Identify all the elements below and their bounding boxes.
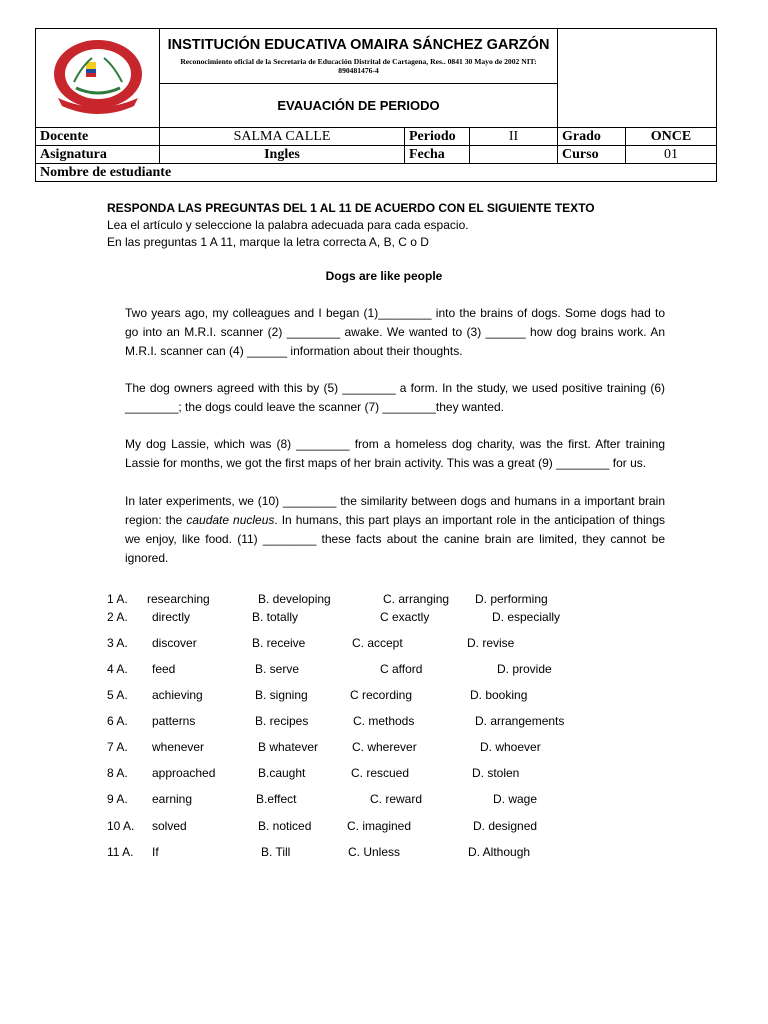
option-b[interactable]: B whatever bbox=[258, 740, 319, 754]
option-a[interactable]: solved bbox=[152, 819, 187, 833]
option-a[interactable]: achieving bbox=[152, 688, 203, 702]
paragraph-4-part-1: In later experiments, we (10) ________ the similarity between dogs and humans in a important brain region: the bbox=[125, 494, 665, 527]
question-number: 10 A. bbox=[107, 819, 135, 833]
option-b[interactable]: B. signing bbox=[255, 688, 308, 702]
question-number: 1 A. bbox=[107, 592, 128, 606]
institution-cell bbox=[160, 29, 558, 84]
option-d[interactable]: D. stolen bbox=[472, 766, 520, 780]
option-c[interactable]: C afford bbox=[380, 662, 423, 676]
option-a[interactable]: If bbox=[152, 845, 159, 859]
option-c[interactable]: C. reward bbox=[370, 792, 423, 806]
instructions bbox=[107, 200, 595, 251]
option-a[interactable]: directly bbox=[152, 610, 191, 624]
option-d[interactable]: D. arrangements bbox=[475, 714, 565, 728]
option-c[interactable]: C. rescued bbox=[351, 766, 410, 780]
option-d[interactable]: D. especially bbox=[492, 610, 561, 624]
option-d[interactable]: D. Although bbox=[468, 845, 531, 859]
option-c[interactable]: C. accept bbox=[352, 636, 403, 650]
option-b[interactable]: B.caught bbox=[258, 766, 306, 780]
option-c[interactable]: C. imagined bbox=[347, 819, 412, 833]
instruction-line-2: Lea el artículo y seleccione la palabra adecuada para cada espacio. bbox=[107, 218, 469, 232]
question-row-8 bbox=[0, 766, 768, 783]
paragraph-4-part-2: . In humans, this part plays an important role in the anticipation of things we enjoy, like food. (11) ________ these facts about the canine brain are limited, they cannot be ignored. bbox=[125, 513, 665, 565]
docente-label: Docente bbox=[36, 128, 160, 146]
question-row-2 bbox=[0, 610, 768, 627]
option-d[interactable]: D. revise bbox=[467, 636, 515, 650]
question-row-5 bbox=[0, 688, 768, 705]
option-c[interactable]: C. arranging bbox=[383, 592, 450, 606]
curso-label: Curso bbox=[558, 146, 626, 164]
fecha-value[interactable] bbox=[470, 146, 558, 164]
question-number: 11 A. bbox=[107, 845, 134, 859]
fecha-label: Fecha bbox=[405, 146, 470, 164]
blank-corner-cell bbox=[558, 29, 717, 128]
grado-value: ONCE bbox=[626, 128, 717, 146]
institution-name: INSTITUCIÓN EDUCATIVA OMAIRA SÁNCHEZ GARZÓN bbox=[167, 37, 550, 53]
grado-label: Grado bbox=[558, 128, 626, 146]
option-c[interactable]: C exactly bbox=[380, 610, 430, 624]
option-d[interactable]: D. wage bbox=[493, 792, 538, 806]
instruction-line-3: En las preguntas 1 A 11, marque la letra correcta A, B, C o D bbox=[107, 235, 429, 249]
question-number: 3 A. bbox=[107, 636, 128, 650]
option-a[interactable]: approached bbox=[152, 766, 216, 780]
question-row-4 bbox=[0, 662, 768, 679]
question-number: 5 A. bbox=[107, 688, 128, 702]
curso-value: 01 bbox=[626, 146, 717, 164]
logo-cell bbox=[36, 29, 160, 128]
question-row-6 bbox=[0, 714, 768, 731]
paragraph-2: The dog owners agreed with this by (5) ________ a form. In the study, we used positive training (6) ________; the dogs could leave the scanner (7) ________they wanted. bbox=[125, 381, 665, 414]
periodo-value: II bbox=[470, 128, 558, 146]
option-a[interactable]: patterns bbox=[152, 714, 196, 728]
docente-value: SALMA CALLE bbox=[160, 128, 405, 146]
article-title: Dogs are like people bbox=[325, 269, 443, 283]
option-b[interactable]: B. developing bbox=[258, 592, 331, 606]
option-d[interactable]: D. whoever bbox=[480, 740, 541, 754]
question-number: 9 A. bbox=[107, 792, 128, 806]
option-b[interactable]: B. receive bbox=[252, 636, 306, 650]
question-row-10 bbox=[0, 819, 768, 836]
question-row-7 bbox=[0, 740, 768, 757]
question-row-1 bbox=[0, 592, 768, 609]
option-d[interactable]: D. performing bbox=[475, 592, 548, 606]
option-b[interactable]: B. totally bbox=[252, 610, 299, 624]
question-number: 2 A. bbox=[107, 610, 128, 624]
option-d[interactable]: D. designed bbox=[473, 819, 538, 833]
option-a[interactable]: earning bbox=[152, 792, 193, 806]
header-table bbox=[35, 28, 717, 182]
paragraph-1: Two years ago, my colleagues and I began (1)________ into the brains of dogs. Some dogs had to go into an M.R.I. scanner (2) ________ awake. We wanted to (3) ______ how dog brains work. An M.R.I. scanner can (4) ______ information about their thoughts. bbox=[125, 306, 665, 358]
question-number: 8 A. bbox=[107, 766, 128, 780]
question-row-3 bbox=[0, 636, 768, 653]
option-b[interactable]: B. recipes bbox=[255, 714, 309, 728]
option-b[interactable]: B. serve bbox=[255, 662, 300, 676]
option-a[interactable]: whenever bbox=[152, 740, 205, 754]
question-row-11 bbox=[0, 845, 768, 862]
asignatura-value: Ingles bbox=[160, 146, 405, 164]
option-c[interactable]: C. Unless bbox=[348, 845, 401, 859]
periodo-label: Periodo bbox=[405, 128, 470, 146]
option-b[interactable]: B. noticed bbox=[258, 819, 312, 833]
option-a[interactable]: discover bbox=[152, 636, 197, 650]
option-c[interactable]: C. methods bbox=[353, 714, 415, 728]
question-row-9 bbox=[0, 792, 768, 809]
paragraph-4-italic-term: caudate nucleus bbox=[186, 513, 275, 527]
option-d[interactable]: D. booking bbox=[470, 688, 528, 702]
student-name-field[interactable]: Nombre de estudiante bbox=[36, 164, 717, 182]
question-number: 7 A. bbox=[107, 740, 128, 754]
option-a[interactable]: researching bbox=[147, 592, 210, 606]
option-b[interactable]: B. Till bbox=[261, 845, 291, 859]
option-b[interactable]: B.effect bbox=[256, 792, 297, 806]
school-seal-logo bbox=[48, 36, 148, 116]
option-c[interactable]: C recording bbox=[350, 688, 413, 702]
option-a[interactable]: feed bbox=[152, 662, 176, 676]
paragraph-3: My dog Lassie, which was (8) ________ from a homeless dog charity, was the first. After training Lassie for months, we got the first maps of her brain activity. This was a great (9) ________ for us. bbox=[125, 437, 665, 470]
evaluation-title: EVAUACIÓN DE PERIODO bbox=[160, 84, 558, 128]
asignatura-label: Asignatura bbox=[36, 146, 160, 164]
question-number: 6 A. bbox=[107, 714, 128, 728]
recognition-text: Reconocimiento oficial de la Secretaria de Educación Distrital de Cartagena, Res.. 0841 30 Mayo de 2002 NIT: 890481476-4 bbox=[180, 57, 537, 75]
question-number: 4 A. bbox=[107, 662, 128, 676]
option-d[interactable]: D. provide bbox=[497, 662, 552, 676]
option-c[interactable]: C. wherever bbox=[352, 740, 417, 754]
paragraph-4 bbox=[125, 492, 665, 568]
instruction-heading: RESPONDA LAS PREGUNTAS DEL 1 AL 11 DE ACUERDO CON EL SIGUIENTE TEXTO bbox=[107, 201, 595, 215]
